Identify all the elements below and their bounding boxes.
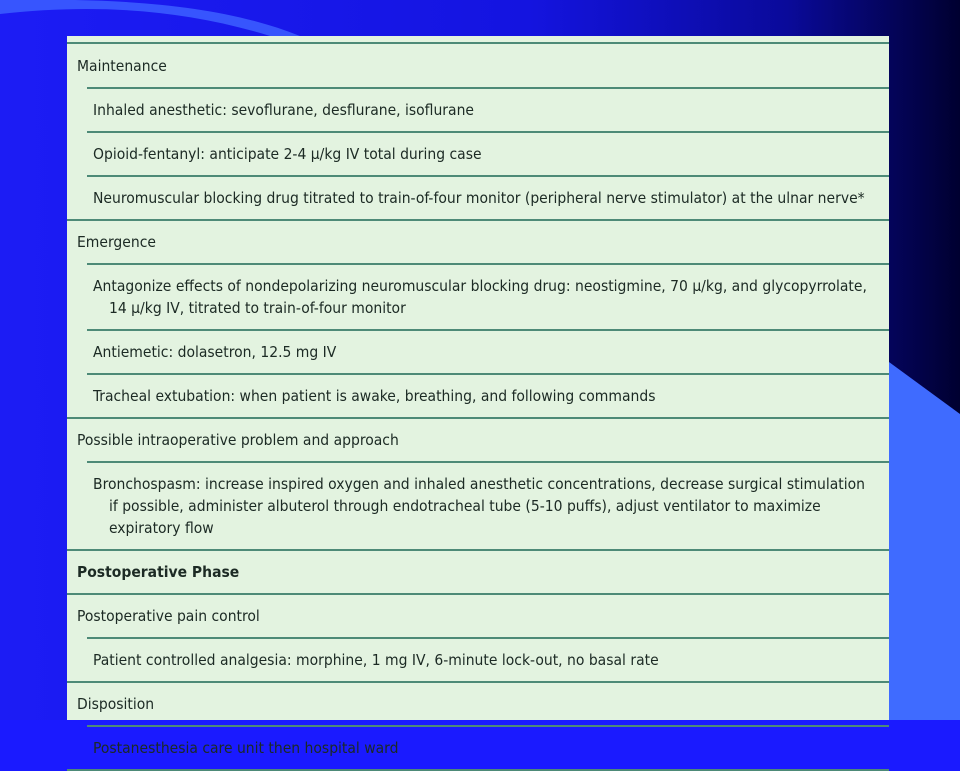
section-heading-row	[67, 231, 889, 253]
protocol-table	[67, 36, 889, 757]
protocol-item-row	[67, 143, 889, 165]
protocol-item-text: Antagonize effects of nondepolarizing neuromuscular blocking drug: neostigmine, 70 µ/kg, and glycopyrrolate,	[93, 277, 867, 295]
row-divider	[87, 637, 889, 639]
row-divider	[67, 681, 889, 683]
protocol-item-row	[67, 737, 889, 759]
protocol-item-row	[67, 473, 889, 539]
section-heading-row	[67, 429, 889, 451]
section-heading-text: Maintenance	[77, 57, 167, 75]
row-divider	[67, 593, 889, 595]
protocol-item-row	[67, 99, 889, 121]
right-wedge	[889, 362, 960, 720]
protocol-item-row	[67, 187, 889, 209]
row-divider	[87, 373, 889, 375]
table-top-rule	[67, 42, 889, 44]
top-swoosh	[0, 0, 300, 36]
protocol-item-text: if possible, administer albuterol through endotracheal tube (5-10 puffs), adjust ventilator to maximize	[109, 497, 821, 515]
row-divider	[87, 131, 889, 133]
protocol-item-text: Inhaled anesthetic: sevoflurane, desflurane, isoflurane	[93, 101, 475, 119]
row-divider	[67, 219, 889, 221]
protocol-item-text: Bronchospasm: increase inspired oxygen and inhaled anesthetic concentrations, decrease surgical stimulation	[93, 475, 866, 493]
section-heading-text: Possible intraoperative problem and approach	[77, 431, 399, 449]
row-divider	[87, 461, 889, 463]
section-heading-text: Emergence	[77, 233, 156, 251]
section-heading-text: Postoperative Phase	[77, 563, 240, 581]
protocol-item-text: Postanesthesia care unit then hospital ward	[93, 739, 399, 757]
protocol-item-text: expiratory flow	[109, 519, 214, 537]
protocol-item-text: Opioid-fentanyl: anticipate 2-4 µ/kg IV total during case	[93, 145, 482, 163]
section-heading-row	[67, 605, 889, 627]
section-heading-row	[67, 55, 889, 77]
row-divider	[87, 87, 889, 89]
protocol-item-text: Antiemetic: dolasetron, 12.5 mg IV	[93, 343, 337, 361]
protocol-item-text: Patient controlled analgesia: morphine, 1 mg IV, 6-minute lock-out, no basal rate	[93, 651, 659, 669]
row-divider	[87, 175, 889, 177]
section-heading-text: Disposition	[77, 695, 155, 713]
protocol-item-row	[67, 275, 889, 319]
protocol-item-text: Neuromuscular blocking drug titrated to train-of-four monitor (peripheral nerve stimulator) at the ulnar nerve*	[93, 189, 865, 207]
section-heading-text: Postoperative pain control	[77, 607, 260, 625]
row-divider	[87, 725, 889, 727]
protocol-item-row	[67, 385, 889, 407]
protocol-item-text: 14 µ/kg IV, titrated to train-of-four monitor	[109, 299, 406, 317]
protocol-item-row	[67, 649, 889, 671]
section-heading-row	[67, 561, 889, 583]
row-divider	[87, 329, 889, 331]
section-heading-row	[67, 693, 889, 715]
protocol-item-row	[67, 341, 889, 363]
row-divider	[67, 417, 889, 419]
row-divider	[87, 263, 889, 265]
row-divider	[67, 549, 889, 551]
protocol-item-text: Tracheal extubation: when patient is awake, breathing, and following commands	[93, 387, 656, 405]
